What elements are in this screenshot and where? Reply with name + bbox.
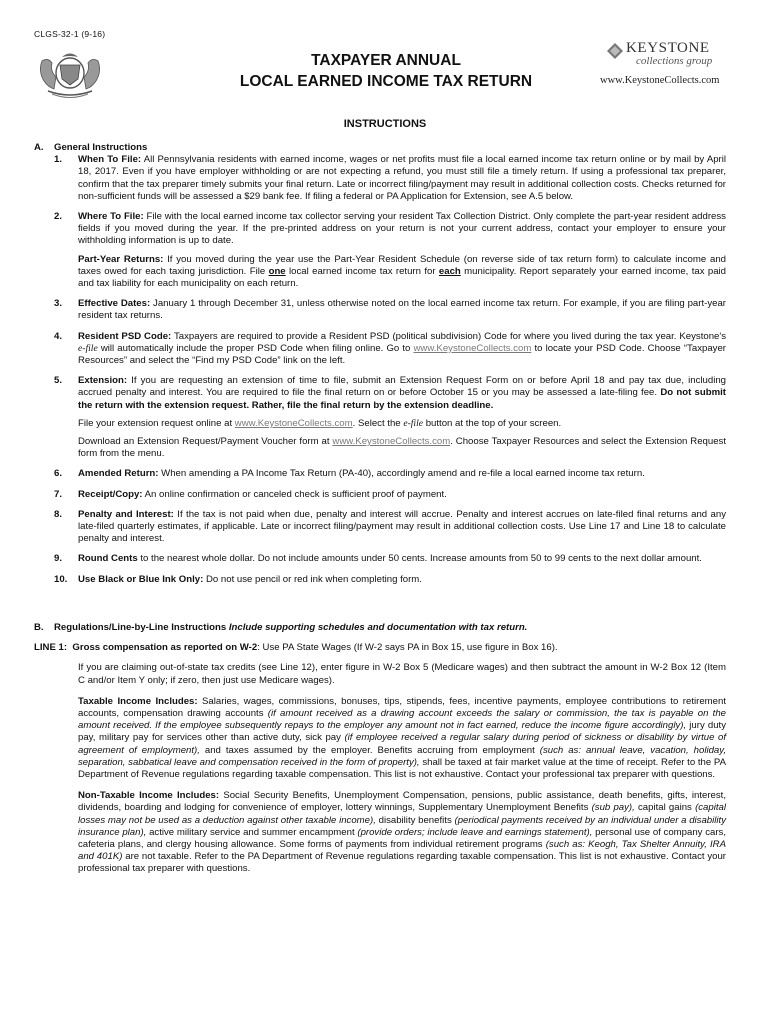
title-line-2: LOCAL EARNED INCOME TAX RETURN [239, 73, 533, 90]
item-text: Do not use pencil or red ink when completing form. [205, 573, 422, 585]
line-1-instruction [34, 642, 726, 654]
item-text: local earned income tax return for [289, 265, 436, 277]
item-text: File with the local earned income tax collector serving your resident Tax Collection District. Only complete the part-year resident address fields if you moved during the year. If the pre-printed address on your return is not your current address, contact your employer to ensure your withholding information is up to date. [78, 211, 726, 247]
paragraph-text: are not taxable. Refer to the PA Department of Revenue regulations regarding taxable compensation. This list is not exhaustive. Contact your professional tax preparer with questions. [78, 851, 726, 875]
list-item [34, 331, 726, 368]
non-taxable-title: Non-Taxable Income Includes: [78, 790, 220, 802]
item-text: Download an Extension Request/Payment Voucher form at [78, 436, 330, 448]
item-number: 8. [54, 508, 63, 520]
efile-mark: e-file [78, 342, 98, 354]
paragraph-text: jury duty pay, military pay for services other than active duty, sick pay [78, 720, 727, 744]
item-title: Amended Return: [78, 468, 159, 480]
item-title: Penalty and Interest: [78, 508, 174, 520]
paragraph-text: and taxes assumed by the employer. Benefits accruing from employment [204, 744, 535, 756]
logo-url[interactable]: www.KeystoneCollects.com [600, 75, 720, 86]
item-text: File your extension request online at [78, 417, 233, 429]
item-subtitle: Part-Year Returns: [78, 253, 164, 265]
item-number: 10. [54, 573, 68, 585]
item-text: If the tax is not paid when due, penalty and interest will accrue. Penalty and interest accrues on late-filed final returns and any late-filed quarterly estimates, if applicable. Late or incorrect filing/payment may result in additional collection costs. Use Line 17 and Line 18 to calculate penalty and interest. [78, 508, 726, 545]
list-item [34, 574, 726, 586]
list-item [34, 489, 726, 501]
instructions-body [34, 142, 726, 885]
emphasis: each [438, 265, 461, 277]
emphasis: one [268, 265, 286, 277]
non-taxable-income-paragraph [34, 790, 726, 875]
list-item [34, 509, 726, 546]
item-text: January 1 through December 31, unless otherwise noted on the local earned income tax return. For example, if you are filing part-year resident tax returns. [78, 298, 726, 322]
item-title: Extension: [78, 375, 128, 387]
item-number: 4. [54, 330, 63, 342]
paragraph-italic: (such as: annual leave, vacation, holiday, separation, sabbatical leave and compensation received in the form of property), [78, 744, 726, 768]
pennsylvania-seal-icon [34, 47, 106, 99]
list-item [34, 553, 726, 565]
form-code: CLGS-32-1 (9-16) [34, 29, 106, 39]
item-text: If you moved during the year use the Part-Year Resident Schedule (on reverse side of tax return form) to calculate income and taxes owed for each taxing jurisdiction. File [78, 253, 726, 277]
paragraph-text: active military service and summer encampment [149, 826, 355, 838]
paragraph-text: shall be taxed at fair market value at the time of receipt. Refer to the PA Department of Revenue regulations regarding taxable compensation. This list is not exhaustive. Contact your professional tax preparer with questions. [78, 756, 726, 780]
list-item [34, 375, 726, 460]
paragraph-text: Social Security Benefits, Unemployment Compensation, pensions, public assistance, death benefits, gifts, interest, dividends, boarding and lodging for convenience of employer, lottery winnings, Supplementary Unemployment Benefits [78, 790, 726, 814]
keystone-link[interactable]: www.KeystoneCollects.com [234, 417, 353, 429]
section-b-label: B. [34, 621, 44, 633]
item-title: Resident PSD Code: [78, 330, 172, 342]
list-item [34, 468, 726, 480]
item-number: 2. [54, 211, 63, 223]
item-title: Effective Dates: [78, 298, 151, 310]
line-1-title: Gross compensation as reported on W-2 [72, 642, 258, 654]
paragraph-text: personal use of company cars, cafeteria plans, and clergy housing allowance. Some forms of payments from individual retirement programs [78, 826, 726, 850]
paragraph-italic: (capital losses may not be used as a deduction against other taxable income), [78, 802, 726, 826]
credits-paragraph: If you are claiming out-of-state tax credits (see Line 12), enter figure in W-2 Box 5 (Medicare wages) and then subtract the amount in W-2 Box 12 (Item C and/or Item Y only; if zero, then just use Medicare wages). [78, 662, 726, 686]
item-text: button at the top of your screen. [425, 417, 562, 429]
keystone-link[interactable]: www.KeystoneCollects.com [413, 342, 532, 354]
paragraph-text: disability benefits [378, 814, 452, 826]
list-item [34, 154, 726, 203]
item-title: Receipt/Copy: [78, 488, 143, 500]
paragraph-italic: (periodical payments received by an individual under a disability insurance plan), [78, 814, 726, 838]
item-text: municipality. Report separately your earned income, tax paid and tax liability for each municipality on each return. [78, 265, 727, 290]
item-text: Taxpayers are required to provide a Resident PSD (political subdivision) Code for where you lived during the tax year. Keystone's [174, 330, 726, 342]
item-number: 3. [54, 298, 63, 310]
logo-brand: KEYSTONE [626, 40, 710, 56]
item-bold-text: Do not submit the return with the extension request. Rather, file the final return by the extension deadline. [78, 387, 726, 411]
line-1-label: LINE 1: [34, 642, 68, 654]
list-item [34, 211, 726, 290]
instructions-heading: INSTRUCTIONS [343, 118, 427, 130]
item-title: Use Black or Blue Ink Only: [78, 573, 204, 585]
item-number: 7. [54, 488, 63, 500]
paragraph-italic: (sub pay), [591, 802, 635, 814]
paragraph-italic: (such as: Keogh, Tax Shelter Annuity, IRA and 401K) [78, 838, 726, 863]
paragraph-text: Salaries, wages, commissions, bonuses, tips, stipends, fees, incentive payments, employee contributions to retirement accounts, compensation drawing accounts [78, 695, 726, 719]
item-text: . Select the [352, 417, 401, 429]
section-b-title: Regulations/Line-by-Line Instructions [54, 621, 227, 633]
item-text: When amending a PA Income Tax Return (PA-40), accordingly amend and re-file a local earned income tax return. [161, 468, 645, 480]
section-a-heading [34, 142, 726, 154]
item-title: Where To File: [78, 211, 144, 223]
item-text: . Choose Taxpayer Resources and select the Extension Request form from the menu. [78, 436, 726, 460]
item-text: If you are requesting an extension of time to file, submit an Extension Request Form on or before April 18 and pay tax due, including accrued penalty and interest. You are required to file the final return on or before October 15 or you may be assessed a late-filing fee. [78, 375, 726, 399]
title-line-1: TAXPAYER ANNUAL [311, 52, 461, 69]
section-b-note: Include supporting schedules and documentation with tax return. [228, 621, 528, 633]
page-title [200, 50, 572, 92]
line-1-text: : Use PA State Wages (If W-2 says PA in Box 15, use figure in Box 16). [257, 642, 558, 654]
item-number: 6. [54, 468, 63, 480]
logo-subtitle: collections group [636, 55, 713, 67]
keystone-link[interactable]: www.KeystoneCollects.com [332, 436, 451, 448]
item-text: An online confirmation or canceled check is sufficient proof of payment. [144, 488, 447, 500]
efile-mark: e-file [403, 417, 424, 429]
item-text: will automatically include the proper PSD Code when filing online. Go to [100, 342, 411, 354]
item-text: to the nearest whole dollar. Do not include amounts under 50 cents. Increase amounts from 50 to 99 cents to the next dollar amount. [140, 553, 702, 565]
item-title: Round Cents [78, 553, 138, 565]
item-number: 1. [54, 154, 63, 166]
taxable-income-paragraph [34, 696, 726, 781]
list-item [34, 298, 726, 322]
item-title: When To File: [78, 154, 142, 166]
paragraph-text: capital gains [637, 802, 692, 814]
item-text: All Pennsylvania residents with earned income, wages or net profits must file a local earned income tax return online or by mail by April 18, 2017. Even if you have employer withholding or are not expecting a refund, you must still file a timely return. If using a professional tax preparer, confirm that the tax preparer timely submits your final return. Late or incorrect filing/payment may result in additional collection costs. Checks returned for non-sufficient funds will be assessed a $29 bank fee. If filing a federal or PA Application for Extension, see A.5 below. [78, 154, 727, 202]
section-b-heading [34, 622, 726, 634]
item-number: 5. [54, 375, 63, 387]
section-a-title: General Instructions [54, 142, 148, 153]
paragraph-italic: (if employee received a regular salary during period of sickness or disability by virtue of agreement of employment), [78, 732, 726, 756]
item-number: 9. [54, 553, 63, 565]
keystone-logo-icon [606, 42, 624, 60]
taxable-title: Taxable Income Includes: [78, 695, 198, 707]
section-a-label: A. [34, 142, 44, 153]
paragraph-italic: (if amount received as a drawing account exceeds the salary or commission, the tax is payable on the amount received. If the employee subsequently repays to the employer any amount not in fact earned, reduce the income figure accordingly), [78, 707, 726, 732]
paragraph-italic: (provide orders; include leave and earnings statement), [357, 826, 593, 838]
item-text: to locate your PSD Code. Choose “Taxpayer Resources” and select the “Find my PSD Code” link on the left. [78, 342, 726, 367]
